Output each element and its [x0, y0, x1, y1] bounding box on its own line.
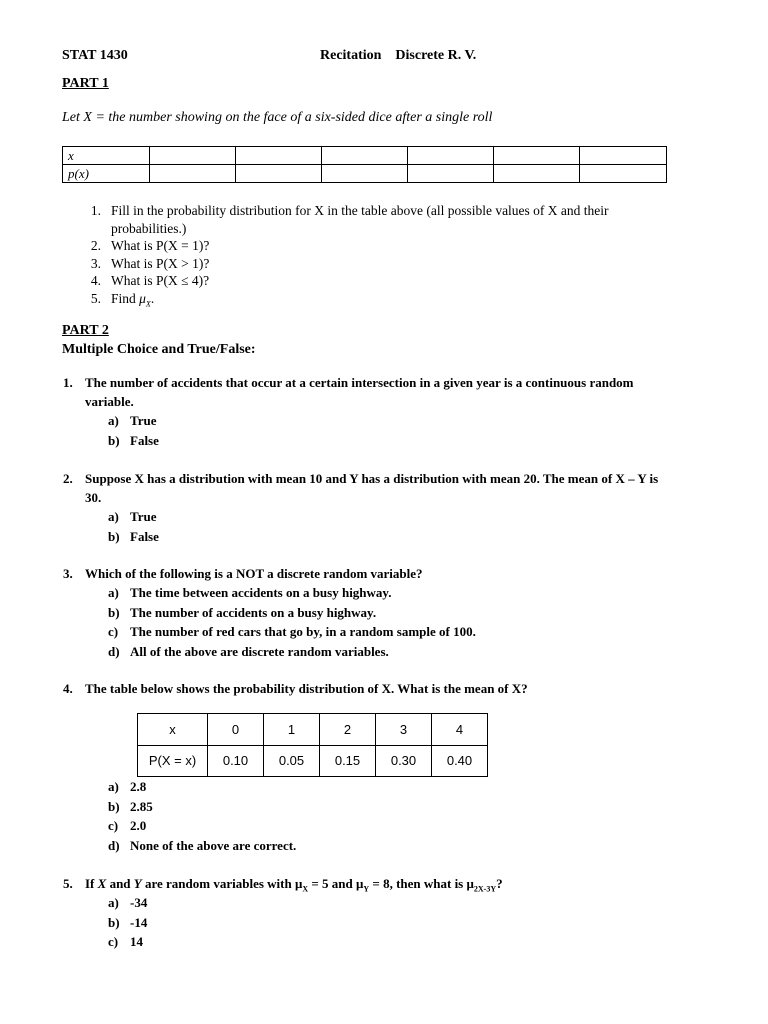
distribution-table	[137, 713, 488, 777]
table-cell[interactable]	[150, 165, 236, 183]
option-b[interactable]: b) -14	[108, 914, 148, 930]
option-d[interactable]: d) None of the above are correct.	[108, 837, 297, 853]
table-cell: 0	[208, 714, 264, 746]
table-cell: 0.40	[432, 745, 488, 777]
table-row	[138, 714, 488, 746]
table-header-p: P(X = x)	[138, 745, 208, 777]
mu-symbol: μ	[356, 876, 364, 891]
page-title: Recitation Discrete R. V.	[320, 48, 477, 63]
part2-heading: PART 2	[62, 323, 109, 338]
list-item: 3. What is P(X > 1)?	[90, 255, 210, 271]
probability-table	[62, 146, 667, 183]
question-4: 4. The table below shows the probability distribution of X. What is the mean of X?	[63, 681, 528, 696]
table-cell: 0.30	[376, 745, 432, 777]
table-cell: 0.15	[320, 745, 376, 777]
table-cell: 0.10	[208, 745, 264, 777]
table-cell[interactable]	[236, 165, 322, 183]
table-cell[interactable]	[236, 147, 322, 165]
table-cell[interactable]	[580, 165, 667, 183]
table-cell[interactable]	[408, 165, 494, 183]
table-cell[interactable]	[322, 165, 408, 183]
table-cell: 0.05	[264, 745, 320, 777]
question-4-options	[108, 777, 296, 855]
question-5: 5. If X and Y are random variables with $\mu_X = 5$ and $\mu_Y = 8$, then what is $\mu_{2X-3Y}$?	[63, 876, 503, 894]
table-header-x: x	[138, 714, 208, 746]
option-false[interactable]: b) False	[108, 432, 159, 448]
option-a[interactable]: a) The time between accidents on a busy highway.	[108, 585, 392, 600]
question-1-options	[108, 411, 159, 450]
question-2-options	[108, 507, 159, 546]
table-cell[interactable]	[494, 147, 580, 165]
option-a[interactable]: a) -34	[108, 895, 148, 910]
option-c[interactable]: c) The number of red cars that go by, in a random sample of 100.	[108, 624, 476, 639]
part1-heading: PART 1	[62, 76, 109, 91]
option-b[interactable]: b) The number of accidents on a busy highway.	[108, 604, 377, 620]
table-cell: 1	[264, 714, 320, 746]
mu-symbol: μ	[139, 290, 146, 306]
course-code: STAT 1430	[62, 48, 128, 63]
table-cell: 3	[376, 714, 432, 746]
mu-symbol: μ	[466, 876, 474, 891]
part2-subheading: Multiple Choice and True/False:	[62, 342, 256, 357]
list-item: 1. Fill in the probability distribution for X in the table above (all possible values of X and their probabilities.)	[90, 203, 609, 236]
table-cell[interactable]	[408, 147, 494, 165]
table-row-label-px: p(x)	[63, 165, 150, 183]
option-false[interactable]: b) False	[108, 528, 159, 544]
part1-intro: Let X = the number showing on the face of a six-sided dice after a single roll	[62, 110, 493, 125]
part1-questions	[85, 202, 685, 313]
question-3-options	[108, 583, 476, 661]
option-c[interactable]: c) 14	[108, 934, 143, 949]
question-2: 2. Suppose X has a distribution with mean 10 and Y has a distribution with mean 20. The mean of X – Y is 30.	[63, 471, 659, 505]
table-cell[interactable]	[150, 147, 236, 165]
table-row	[138, 745, 488, 777]
table-cell[interactable]	[494, 165, 580, 183]
list-item: 2. What is P(X = 1)?	[90, 238, 210, 253]
list-item: 4. What is P(X ≤ 4)?	[90, 273, 210, 288]
option-true[interactable]: a) True	[108, 413, 157, 428]
table-cell: 4	[432, 714, 488, 746]
table-row	[63, 165, 667, 183]
option-d[interactable]: d) All of the above are discrete random variables.	[108, 643, 389, 659]
list-item: 5. Find $\mu_X$.	[90, 290, 155, 309]
option-true[interactable]: a) True	[108, 509, 157, 524]
table-cell: 2	[320, 714, 376, 746]
table-cell[interactable]	[580, 147, 667, 165]
question-3: 3. Which of the following is a NOT a discrete random variable?	[63, 566, 423, 581]
table-row-label-x: x	[63, 147, 150, 165]
mu-symbol: μ	[294, 876, 303, 891]
question-5-options	[108, 893, 147, 952]
option-b[interactable]: b) 2.85	[108, 798, 153, 814]
option-a[interactable]: a) 2.8	[108, 779, 147, 794]
question-1: 1. The number of accidents that occur at a certain intersection in a given year is a continuous random variable.	[63, 375, 634, 409]
table-cell[interactable]	[322, 147, 408, 165]
option-c[interactable]: c) 2.0	[108, 818, 147, 833]
table-row	[63, 147, 667, 165]
